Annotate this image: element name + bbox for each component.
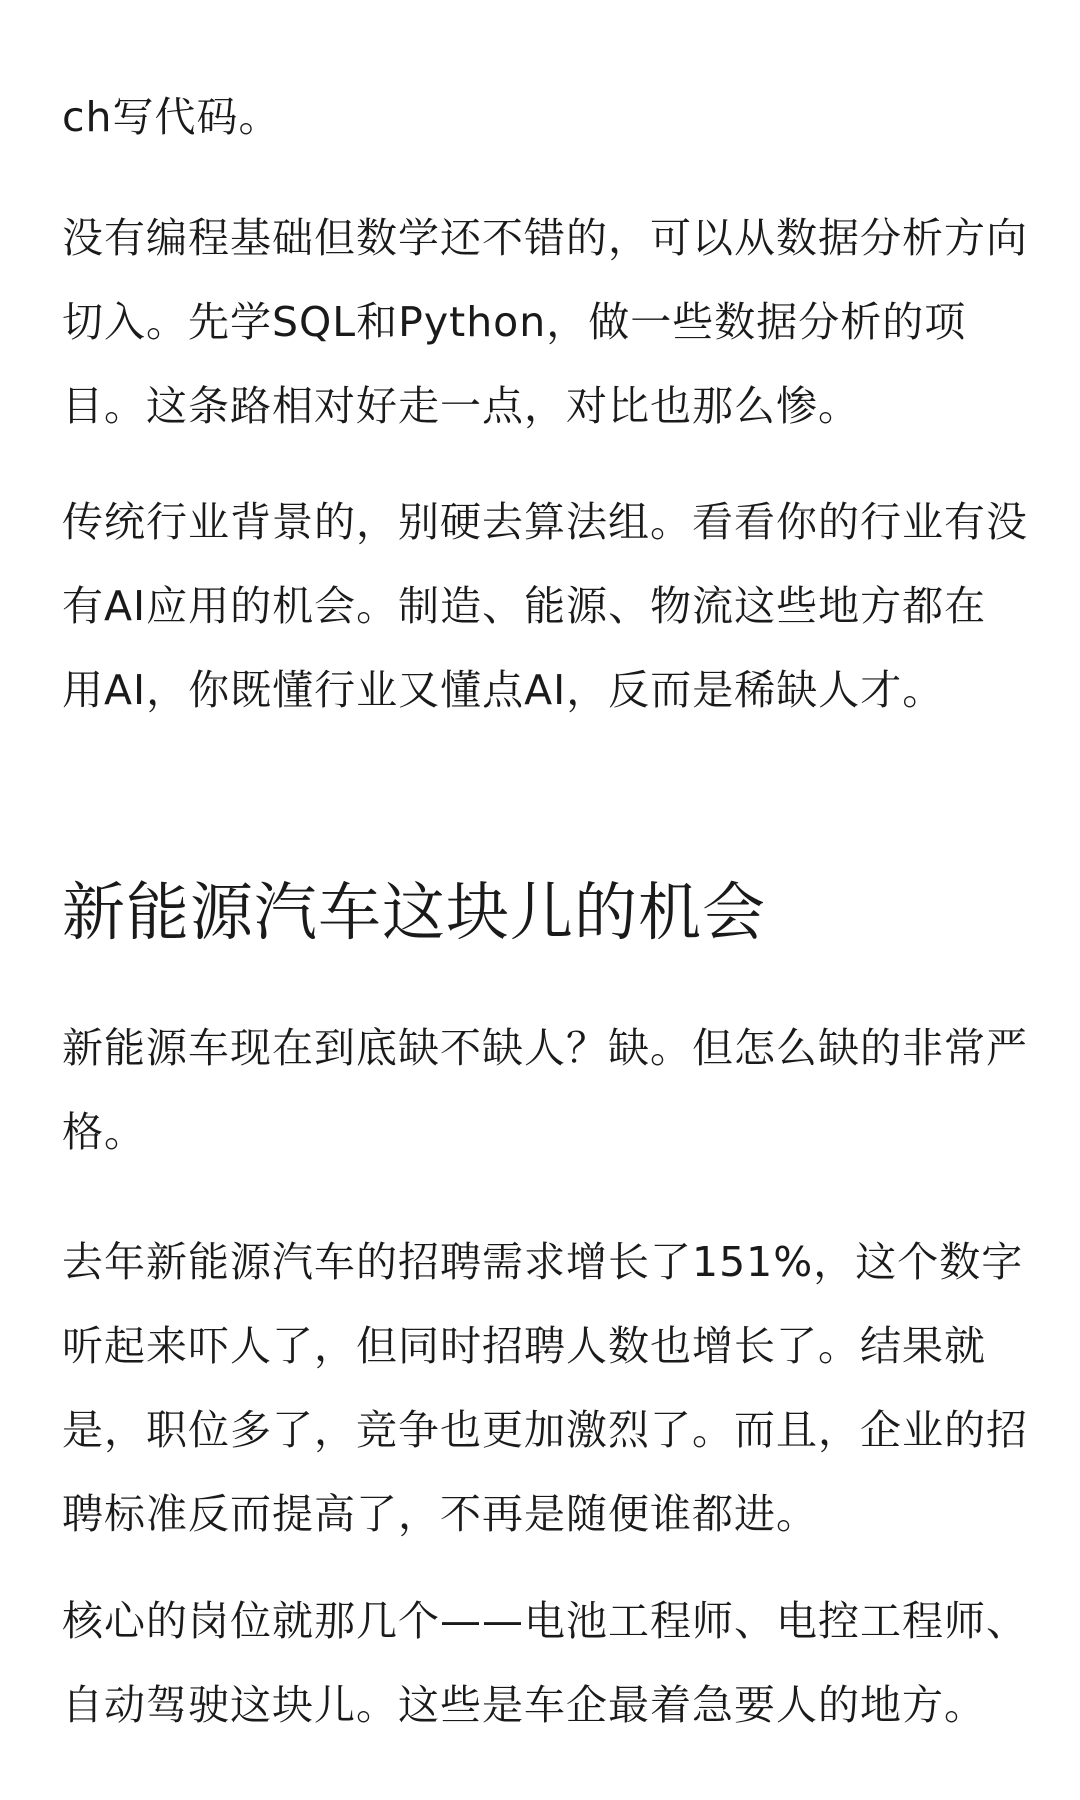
paragraph: 新能源车现在到底缺不缺人？缺。但怎么缺的非常严格。 <box>62 1024 1028 1156</box>
paragraph: 没有编程基础但数学还不错的，可以从数据分析方向切入。先学SQL和Python，做一些数据分析的项目。这条路相对好走一点，对比也那么惨。 <box>62 214 1028 430</box>
paragraph: ch写代码。 <box>62 93 281 141</box>
paragraph: 核心的岗位就那几个——电池工程师、电控工程师、自动驾驶这块儿。这些是车企最着急要人的地方。 <box>62 1597 1028 1729</box>
section-heading: 新能源汽车这块儿的机会 <box>62 876 766 949</box>
paragraph: 去年新能源汽车的招聘需求增长了151%，这个数字听起来吓人了，但同时招聘人数也增长了。结果就是，职位多了，竞争也更加激烈了。而且，企业的招聘标准反而提高了，不再是随便谁都进。 <box>62 1238 1028 1538</box>
paragraph: 传统行业背景的，别硬去算法组。看看你的行业有没有AI应用的机会。制造、能源、物流这些地方都在用AI，你既懂行业又懂点AI，反而是稀缺人才。 <box>62 498 1028 714</box>
